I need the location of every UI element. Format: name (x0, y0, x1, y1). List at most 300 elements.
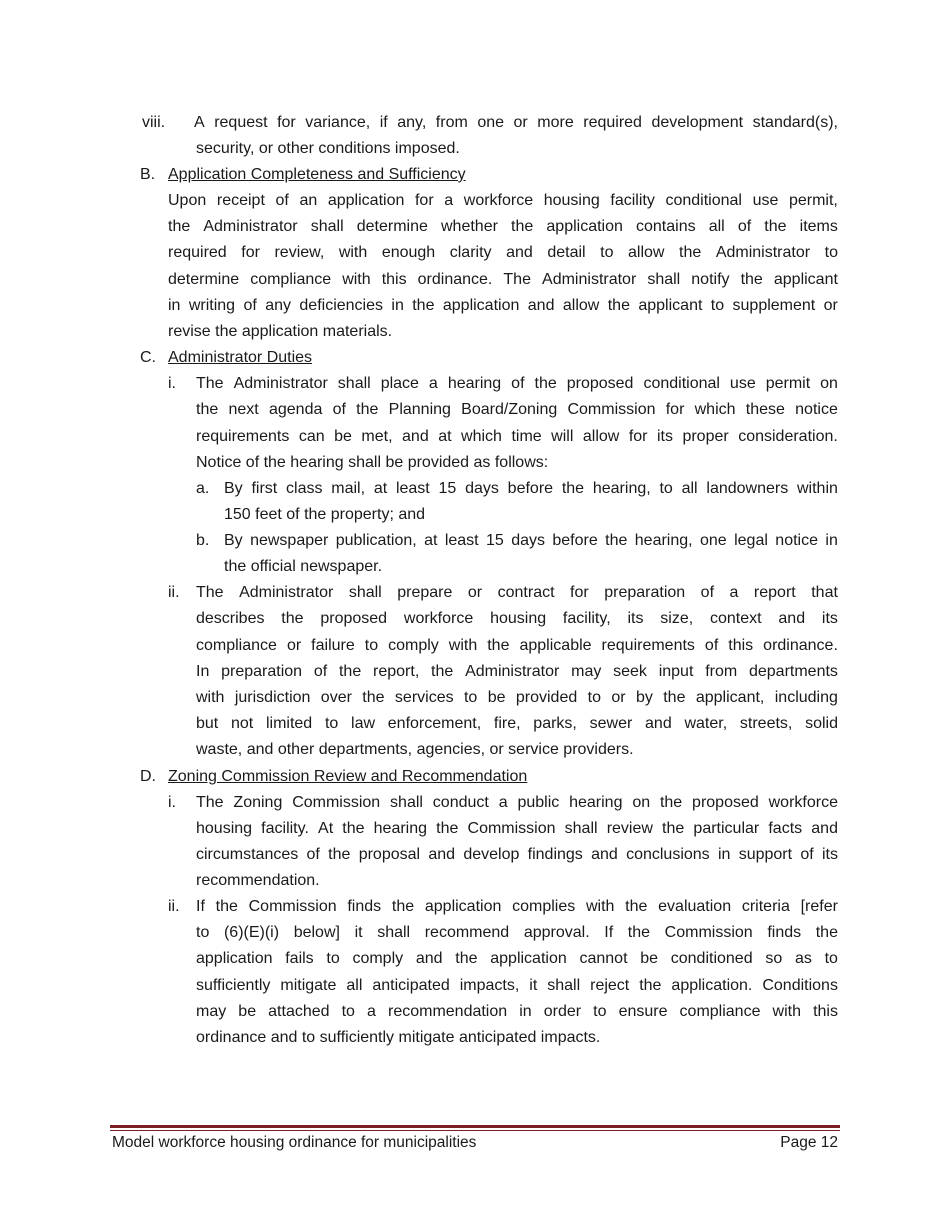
word: and (811, 820, 838, 837)
word: or (286, 637, 302, 654)
word: to (324, 715, 339, 732)
word: the (534, 375, 557, 392)
word: to (600, 244, 614, 261)
word: required (168, 244, 227, 261)
word: this (381, 271, 407, 288)
word: before (552, 532, 598, 549)
word: the (639, 977, 662, 994)
word: of (313, 663, 328, 680)
word: support (738, 846, 793, 863)
word: criteria (741, 898, 790, 915)
word: [refer (800, 898, 838, 915)
word: next (228, 401, 259, 418)
word: allow (562, 297, 600, 314)
word: which (694, 401, 736, 418)
word: which (461, 428, 502, 445)
word: Conditions (762, 977, 838, 994)
word: the (663, 689, 686, 706)
word: housing (543, 192, 600, 209)
word: and (428, 846, 456, 863)
word: place (380, 375, 419, 392)
word: from (435, 114, 468, 131)
word: input (658, 663, 694, 680)
word: requirements (196, 428, 290, 445)
word: and (415, 950, 443, 967)
word: writing (188, 297, 236, 314)
word: the (168, 218, 191, 235)
word: of (243, 297, 257, 314)
paragraph-line (168, 296, 838, 316)
word: review (606, 820, 653, 837)
word: may (196, 1003, 227, 1020)
word: comply (352, 950, 404, 967)
list-marker: viii. (142, 114, 166, 131)
word: at (438, 428, 452, 445)
word: attached (268, 1003, 330, 1020)
word: the (815, 924, 838, 941)
word: the (362, 689, 385, 706)
paragraph-line (196, 793, 838, 813)
word: for (277, 114, 296, 131)
word: variance, (305, 114, 371, 131)
section-heading: Administrator Duties (168, 349, 313, 366)
word: the (196, 401, 219, 418)
word: over (320, 689, 352, 706)
word: Commission (664, 924, 753, 941)
word: the (764, 218, 787, 235)
paragraph-line (196, 400, 838, 420)
list-marker: b. (196, 532, 210, 549)
word: or (467, 584, 483, 601)
paragraph-line (196, 819, 838, 839)
word: shall (564, 820, 598, 837)
word: for (628, 428, 648, 445)
word: development (651, 114, 744, 131)
footer-title: Model workforce housing ordinance for municipalities (112, 1134, 477, 1151)
word: Administrator (465, 663, 560, 680)
word: the (662, 820, 685, 837)
paragraph-line: the official newspaper. (224, 558, 383, 575)
word: proper (682, 428, 729, 445)
section-heading: Application Completeness and Sufficiency (168, 166, 466, 183)
paragraph-line (196, 949, 838, 969)
word: or (611, 689, 626, 706)
word: jurisdiction (234, 689, 311, 706)
word: if (379, 114, 388, 131)
paragraph-line (224, 531, 838, 551)
word: 15 (486, 532, 504, 549)
word: that (811, 584, 838, 601)
list-marker: ii. (168, 898, 180, 915)
word: application (490, 950, 567, 967)
word: applicable (519, 637, 592, 654)
word: proposal (358, 846, 421, 863)
word: requirements (601, 637, 695, 654)
word: conditional (643, 375, 720, 392)
word: parks, (533, 715, 577, 732)
word: landowners (706, 480, 789, 497)
paragraph-line (196, 583, 838, 603)
word: the (431, 663, 454, 680)
word: ensure (618, 1003, 668, 1020)
word: fire, (493, 715, 521, 732)
word: sewer (589, 715, 633, 732)
word: least (444, 532, 479, 549)
word: Administrator (203, 218, 298, 235)
word: to (593, 1003, 607, 1020)
word: cannot (579, 950, 628, 967)
word: with (448, 637, 478, 654)
paragraph-line: Notice of the hearing shall be provided as follows: (196, 454, 549, 471)
word: of (700, 584, 715, 601)
word: any (265, 297, 291, 314)
word: the (659, 794, 683, 811)
word: from (705, 663, 738, 680)
paragraph-line (168, 270, 838, 290)
word: At (318, 820, 334, 837)
word: If (604, 924, 614, 941)
word: publication, (335, 532, 417, 549)
word: determine (168, 271, 240, 288)
word: conduct (432, 794, 489, 811)
word: the (391, 898, 415, 915)
word: Commission (248, 898, 337, 915)
paragraph-line: ordinance and to sufficiently mitigate anticipated impacts. (196, 1029, 601, 1046)
word: enough (381, 244, 436, 261)
word: prepare (397, 584, 453, 601)
word: hearing (569, 794, 623, 811)
word: ordinance. (417, 271, 493, 288)
word: any, (397, 114, 427, 131)
word: before (507, 480, 554, 497)
word: to (196, 924, 210, 941)
word: supplement (732, 297, 816, 314)
word: to (463, 689, 478, 706)
word: use (752, 192, 779, 209)
word: be (487, 689, 506, 706)
word: report (753, 584, 796, 601)
word: all (346, 977, 363, 994)
word: shall (647, 271, 681, 288)
word: allow (628, 244, 665, 261)
word: newspaper (250, 532, 329, 549)
word: with (342, 271, 371, 288)
word: of (275, 192, 289, 209)
word: of (306, 846, 320, 863)
word: public (517, 794, 560, 811)
word: days (511, 532, 545, 549)
word: Upon (168, 192, 207, 209)
word: whether (441, 218, 498, 235)
word: for (414, 192, 434, 209)
word: compliance (679, 1003, 761, 1020)
word: receipt (216, 192, 265, 209)
word: approval. (523, 924, 590, 941)
paragraph-line (168, 191, 838, 211)
word: preparation (221, 663, 303, 680)
word: a (428, 375, 438, 392)
word: applicant (638, 297, 703, 314)
word: its (656, 428, 673, 445)
word: a (367, 1003, 376, 1020)
word: so (765, 950, 783, 967)
paragraph-line: recommendation. (196, 872, 320, 889)
paragraph-line (196, 845, 838, 865)
word: recommendation (387, 1003, 508, 1020)
word: law (351, 715, 376, 732)
word: shall (310, 218, 344, 235)
word: conditioned (670, 950, 753, 967)
word: application (546, 218, 623, 235)
word: of (332, 401, 346, 418)
word: an (299, 192, 318, 209)
paragraph-line (168, 243, 838, 263)
word: to (341, 1003, 355, 1020)
word: in (168, 297, 181, 314)
section-marker: B. (140, 166, 156, 183)
word: The (196, 584, 224, 601)
word: particular (693, 820, 760, 837)
word: Zoning (233, 794, 283, 811)
word: within (797, 480, 838, 497)
word: request (214, 114, 268, 131)
word: in (717, 846, 731, 863)
word: Commission (292, 794, 381, 811)
word: it (354, 924, 363, 941)
word: mitigate (280, 977, 337, 994)
word: the (740, 271, 763, 288)
word: to (824, 244, 838, 261)
word: facility, (562, 610, 611, 627)
paragraph-line (194, 113, 838, 133)
word: the (625, 898, 648, 915)
paragraph-line (196, 609, 838, 629)
word: compliance (196, 637, 277, 654)
word: or (823, 297, 838, 314)
word: detail (547, 244, 586, 261)
paragraph-line (224, 479, 838, 499)
word: on (820, 375, 838, 392)
word: the (356, 401, 379, 418)
word: comply (388, 637, 439, 654)
word: hearing (447, 375, 502, 392)
word: contains (636, 218, 696, 235)
section-heading: Zoning Commission Review and Recommendation (168, 768, 528, 785)
paragraph-line (168, 217, 838, 237)
word: conclusions (626, 846, 710, 863)
word: workforce (768, 794, 838, 811)
word: circumstances (196, 846, 299, 863)
word: impacts, (459, 977, 520, 994)
word: a (729, 584, 739, 601)
paragraph-line (196, 427, 838, 447)
word: water, (684, 715, 728, 732)
word: with (196, 689, 225, 706)
word: application. (671, 977, 753, 994)
word: to (326, 950, 340, 967)
word: application (424, 898, 502, 915)
word: permit, (788, 192, 838, 209)
paragraph-line: security, or other conditions imposed. (196, 140, 460, 157)
word: with (772, 1003, 801, 1020)
word: proposed (692, 794, 759, 811)
word: by (635, 689, 653, 706)
word: the (436, 820, 459, 837)
word: and (591, 846, 618, 863)
word: with (338, 244, 368, 261)
word: below] (293, 924, 340, 941)
word: findings (527, 846, 583, 863)
word: the (627, 924, 651, 941)
word: The (196, 794, 224, 811)
footer-rule-thin (110, 1130, 840, 1131)
word: and (506, 244, 533, 261)
word: Board/Zoning (461, 401, 558, 418)
word: proposed (566, 375, 634, 392)
list-marker: i. (168, 375, 176, 392)
paragraph-line (196, 714, 838, 734)
word: 15 (438, 480, 457, 497)
word: the (455, 950, 478, 967)
word: one (700, 532, 727, 549)
word: services (394, 689, 454, 706)
word: notice (775, 532, 818, 549)
word: provided (515, 689, 578, 706)
word: for (241, 244, 260, 261)
word: hearing, (634, 532, 693, 549)
word: and (527, 297, 555, 314)
word: and (778, 610, 806, 627)
paragraph-line: revise the application materials. (168, 323, 393, 340)
word: items (799, 218, 838, 235)
word: preparation (604, 584, 686, 601)
word: of (737, 218, 752, 235)
word: standard(s), (752, 114, 838, 131)
word: or (513, 114, 528, 131)
word: If (196, 898, 205, 915)
paragraph-line (196, 688, 838, 708)
word: streets, (739, 715, 793, 732)
word: Commission (567, 401, 656, 418)
word: A (194, 114, 205, 131)
word: shall (390, 794, 423, 811)
word: its (821, 846, 838, 863)
paragraph-line (196, 636, 838, 656)
word: application (442, 297, 520, 314)
word: in (391, 297, 404, 314)
paragraph-line (196, 374, 838, 394)
word: the (561, 480, 585, 497)
word: consideration. (738, 428, 838, 445)
word: hearing (373, 820, 428, 837)
word: legal (734, 532, 768, 549)
word: allow (582, 428, 620, 445)
word: housing (196, 820, 253, 837)
word: and (402, 428, 429, 445)
word: enforcement, (387, 715, 482, 732)
word: Administrator (715, 244, 811, 261)
word: least (395, 480, 430, 497)
word: more (537, 114, 574, 131)
word: its (627, 610, 644, 627)
word: report, (373, 663, 420, 680)
word: the (281, 610, 304, 627)
word: but (196, 715, 219, 732)
word: In (196, 663, 210, 680)
section-marker: C. (140, 349, 156, 366)
word: be (334, 428, 352, 445)
paragraph-line (196, 923, 838, 943)
word: will (551, 428, 574, 445)
word: departments (748, 663, 838, 680)
word: may (571, 663, 602, 680)
word: of (800, 846, 814, 863)
word: By (224, 480, 243, 497)
paragraph-line (196, 662, 838, 682)
word: to (710, 297, 725, 314)
word: workforce (403, 610, 474, 627)
word: The (196, 375, 224, 392)
paragraph-line (196, 897, 838, 917)
word: of (704, 637, 719, 654)
word: all (681, 480, 698, 497)
word: can (298, 428, 325, 445)
word: order (543, 1003, 582, 1020)
word: permit (765, 375, 811, 392)
word: the (605, 532, 628, 549)
word: evaluation (658, 898, 732, 915)
word: the (607, 297, 630, 314)
word: workforce (463, 192, 534, 209)
word: Administrator (239, 584, 334, 601)
word: the (215, 898, 238, 915)
word: application (196, 950, 273, 967)
word: the (412, 297, 435, 314)
paragraph-line (196, 1002, 838, 1022)
word: limited (265, 715, 313, 732)
word: use (729, 375, 756, 392)
word: as (794, 950, 812, 967)
word: By (224, 532, 243, 549)
word: first (251, 480, 278, 497)
word: finds (767, 924, 802, 941)
word: not (230, 715, 254, 732)
word: clarity (449, 244, 492, 261)
word: required (583, 114, 642, 131)
word: the (328, 846, 351, 863)
word: recommend (424, 924, 510, 941)
word: facility (610, 192, 655, 209)
word: describes (196, 610, 265, 627)
word: the (679, 244, 702, 261)
section-marker: D. (140, 768, 156, 785)
word: this (813, 1003, 838, 1020)
word: (6)(E)(i) (223, 924, 280, 941)
word: anticipated (372, 977, 450, 994)
word: a (498, 794, 508, 811)
word: at (373, 480, 388, 497)
word: shall (547, 977, 581, 994)
word: finds (347, 898, 382, 915)
word: determine (356, 218, 428, 235)
word: to (824, 950, 838, 967)
word: class (286, 480, 323, 497)
word: in (519, 1003, 532, 1020)
word: all (708, 218, 725, 235)
word: notify (691, 271, 730, 288)
word: a (444, 192, 454, 209)
word: notice (795, 401, 838, 418)
